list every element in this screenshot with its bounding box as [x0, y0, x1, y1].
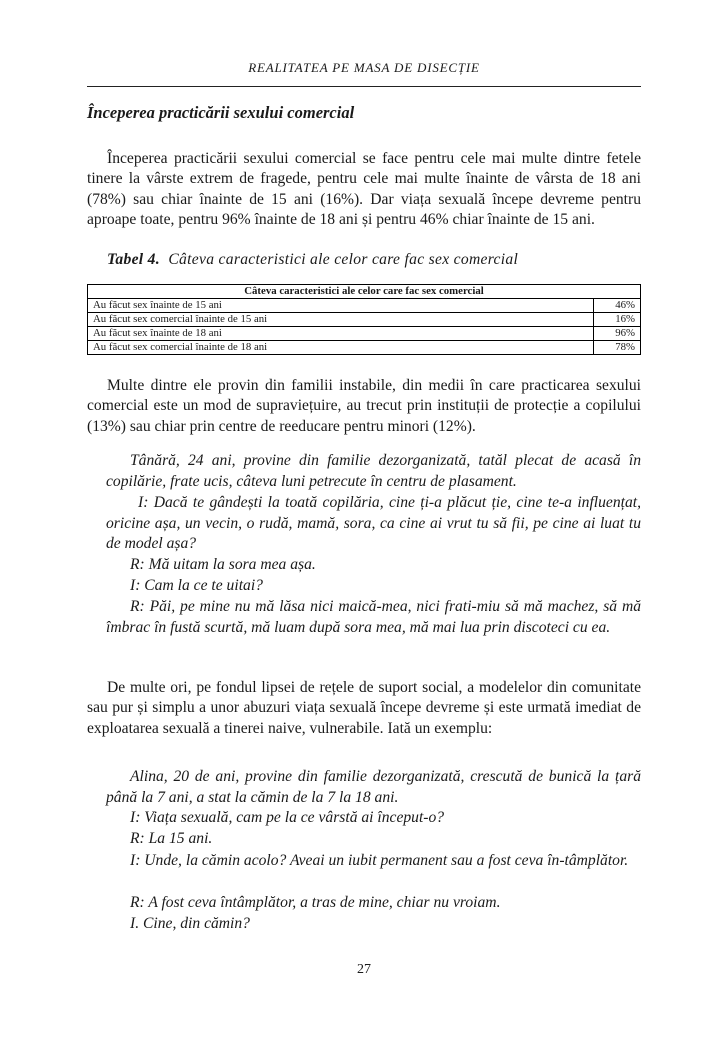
quote-intro: Alina, 20 de ani, provine din familie dezorganizată, crescută de bunică la țară până la 7 ani, a stat la cămin de la 7 la 18 ani.	[106, 768, 641, 806]
row-label: Au făcut sex înainte de 15 ani	[88, 299, 594, 313]
paragraph-text: Începerea practicării sexului comercial se face pentru cele mai multe dintre fetele tinere la vârste extrem de fragede, pentru cele mai multe înainte de vârsta de 18 ani (78%) sau chiar înainte de 15 ani (16%). Dar viața sexuală începe devreme pentru aproape toate, pentru 96% înainte de 18 ani și pentru 46% chiar înainte de 15 ani.	[87, 150, 641, 228]
paragraph	[87, 149, 641, 230]
quote-question: I: Cam la ce te uitai?	[130, 577, 263, 594]
quote-answer: R: A fost ceva întâmplător, a tras de mine, chiar nu vroiam.	[130, 894, 501, 911]
quote-question: I. Cine, din cămin?	[130, 915, 250, 932]
quote-answer: R: Păi, pe mine nu mă lăsa nici maică-mea, nici frati-miu să mă machez, să mă îmbrac în fustă scurtă, mă luam după sora mea, mă mai lua prin discoteci cu ea.	[106, 598, 641, 636]
quote-intro: Tânără, 24 ani, provine din familie dezorganizată, tatăl plecat de acasă în copilărie, frate ucis, câteva luni petrecute în centru de plasament.	[106, 452, 641, 490]
table-row	[88, 299, 641, 313]
paragraph-text: Multe dintre ele provin din familii instabile, din medii în care practicarea sexului comercial este un mod de supraviețuire, au trecut prin instituții de protecție a copilului (13%) sau chiar prin centre de reeducare pentru minori (12%).	[87, 377, 641, 435]
quote-question: I: Dacă te gândești la toată copilăria, cine ți-a plăcut ție, cine te-a influențat, oricine așa, un vecin, o rudă, mamă, sora, ca cine ai vrut tu să fii, pe cine ai luat tu de model așa?	[106, 494, 641, 553]
table-caption	[107, 251, 518, 269]
table-row	[88, 341, 641, 355]
characteristics-table	[87, 284, 641, 355]
header-divider	[87, 86, 641, 87]
table-row	[88, 313, 641, 327]
quote-answer: R: Mă uitam la sora mea așa.	[130, 556, 316, 573]
row-value: 46%	[594, 299, 641, 313]
paragraph	[87, 376, 641, 437]
row-value: 16%	[594, 313, 641, 327]
row-value: 78%	[594, 341, 641, 355]
quote-question: I: Viața sexuală, cam pe la ce vârstă ai început-o?	[130, 809, 445, 826]
table-row	[88, 327, 641, 341]
table-caption-text: Câteva caracteristici ale celor care fac sex comercial	[168, 251, 519, 268]
section-title: Începerea practicării sexului comercial	[87, 103, 355, 122]
paragraph-text: De multe ori, pe fondul lipsei de rețele de suport social, a modelelor din comunitate sau pur și simplu a unor abuzuri viața sexuală începe devreme și este urmată imediat de exploatarea sexuală a tinerei naive, vulnerabile. Iată un exemplu:	[87, 679, 641, 737]
row-label: Au făcut sex înainte de 18 ani	[88, 327, 594, 341]
table-header: Câteva caracteristici ale celor care fac sex comercial	[88, 285, 641, 299]
paragraph	[87, 678, 641, 739]
page-number: 27	[357, 962, 371, 977]
table-caption-label: Tabel 4.	[107, 251, 160, 268]
quote-question: I: Unde, la cămin acolo? Aveai un iubit permanent sau a fost ceva în-tâmplător.	[130, 852, 629, 869]
row-value: 96%	[594, 327, 641, 341]
table-header-row	[88, 285, 641, 299]
row-label: Au făcut sex comercial înainte de 18 ani	[88, 341, 594, 355]
row-label: Au făcut sex comercial înainte de 15 ani	[88, 313, 594, 327]
quote-answer: R: La 15 ani.	[130, 830, 213, 847]
running-head: REALITATEA PE MASA DE DISECȚIE	[248, 60, 480, 75]
